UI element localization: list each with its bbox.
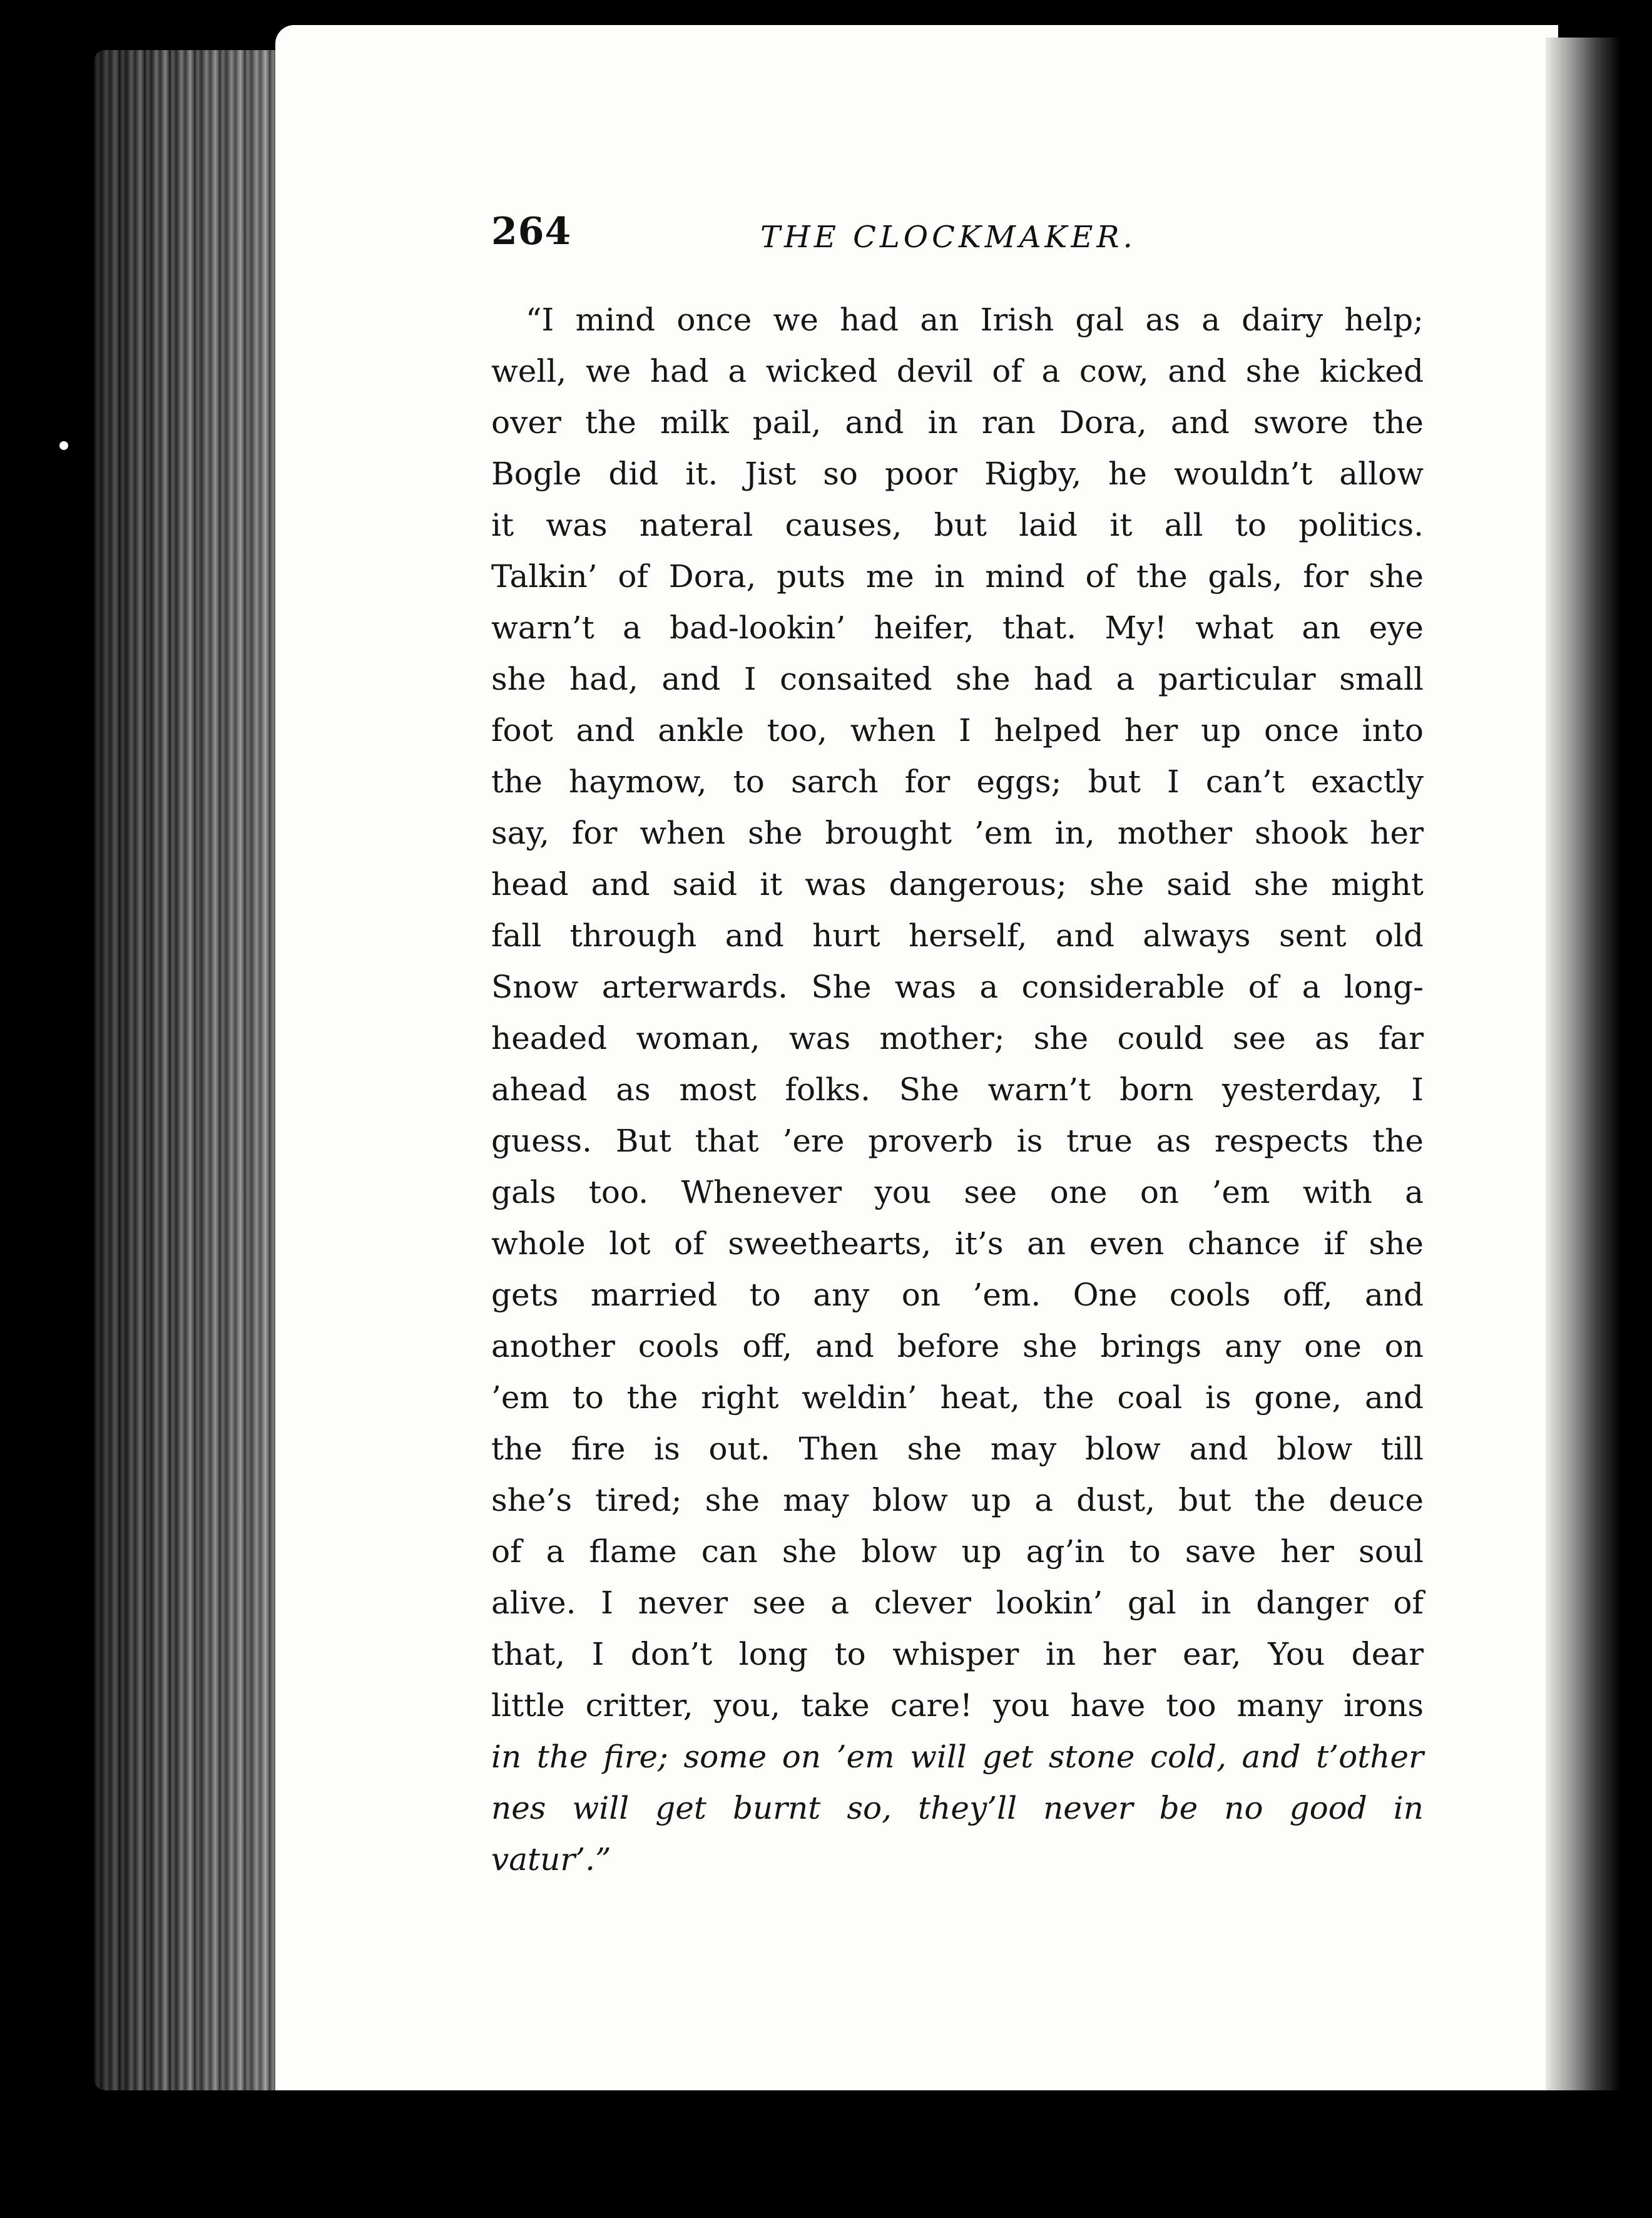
- text-line: she had, and I consaited she had a particular small: [491, 661, 1424, 697]
- text-line-italic: vatur’.”: [491, 1841, 611, 1878]
- text-line: fall through and hurt herself, and always sent old: [491, 917, 1424, 954]
- text-line: the haymow, to sarch for eggs; but I can’t exactly: [491, 764, 1424, 800]
- text-line: ahead as most folks. She warn’t born yesterday, I: [491, 1071, 1424, 1108]
- text-line: little critter, you, take care! you have too many irons: [491, 1687, 1424, 1724]
- page-number: 264: [491, 210, 572, 253]
- text-line: Talkin’ of Dora, puts me in mind of the gals, for she: [491, 558, 1424, 595]
- text-line: Snow arterwards. She was a considerable of a long-: [491, 969, 1424, 1005]
- scan-speck: [59, 441, 68, 450]
- text-line: Bogle did it. Jist so poor Rigby, he wouldn’t allow: [491, 456, 1424, 492]
- text-line: of a flame can she blow up ag’in to save her soul: [491, 1533, 1424, 1570]
- text-line: foot and ankle too, when I helped her up once into: [491, 712, 1424, 749]
- book-edge-shadow: [94, 50, 282, 2090]
- text-line: alive. I never see a clever lookin’ gal in danger of: [491, 1585, 1424, 1621]
- text-line: another cools off, and before she brings any one on: [491, 1328, 1424, 1364]
- text-line-italic: in the fire; some on ’em will get stone cold, and t’other: [491, 1739, 1424, 1775]
- text-line: say, for when she brought ’em in, mother shook her: [491, 815, 1424, 851]
- text-line: she’s tired; she may blow up a dust, but the deuce: [491, 1482, 1424, 1518]
- text-line: whole lot of sweethearts, it’s an even chance if she: [491, 1225, 1424, 1262]
- text-line: gals too. Whenever you see one on ’em with a: [491, 1174, 1424, 1210]
- text-line-italic: nes will get burnt so, they’ll never be no good in: [491, 1790, 1424, 1826]
- text-line: ’em to the right weldin’ heat, the coal is gone, and: [491, 1379, 1424, 1416]
- text-line: guess. But that ’ere proverb is true as respects the: [491, 1123, 1424, 1159]
- facing-page-edge: [1546, 38, 1621, 2090]
- text-line: headed woman, was mother; she could see as far: [491, 1020, 1424, 1056]
- text-line: gets married to any on ’em. One cools off, and: [491, 1277, 1424, 1313]
- text-line: well, we had a wicked devil of a cow, and she kicked: [491, 353, 1424, 389]
- body-text: [491, 294, 1424, 1885]
- running-head: [491, 210, 1430, 272]
- text-line: the fire is out. Then she may blow and blow till: [491, 1431, 1424, 1467]
- scan-speck: [1308, 25, 1313, 30]
- running-title: THE CLOCKMAKER.: [760, 220, 1136, 255]
- text-line: head and said it was dangerous; she said she might: [491, 866, 1424, 902]
- text-line: warn’t a bad-lookin’ heifer, that. My! what an eye: [491, 610, 1424, 646]
- text-line: “I mind once we had an Irish gal as a dairy help;: [526, 302, 1424, 338]
- text-line: it was nateral causes, but laid it all to politics.: [491, 507, 1424, 543]
- text-line: that, I don’t long to whisper in her ear, You dear: [491, 1636, 1424, 1672]
- text-line: over the milk pail, and in ran Dora, and swore the: [491, 404, 1424, 441]
